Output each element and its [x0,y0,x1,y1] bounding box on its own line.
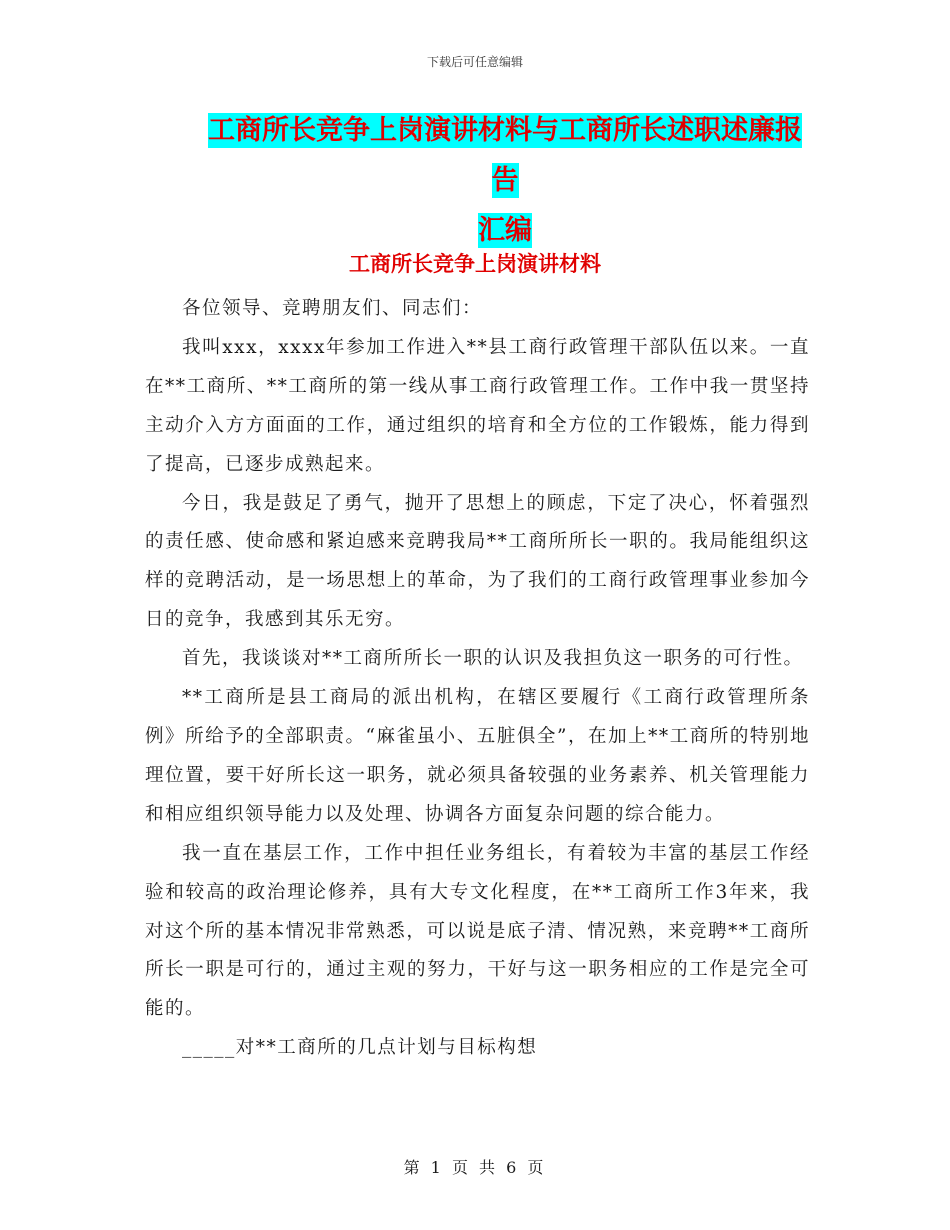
document-title [195,106,815,256]
paragraph-experience: 我一直在基层工作，工作中担任业务组长，有着较为丰富的基层工作经验和较高的政治理论修养，具有大专文化程度，在**工商所工作3年来，我对这个所的基本情况非常熟悉，可以说是底子清、情况熟，来竞聘**工商所所长一职是可行的，通过主观的努力，干好与这一职务相应的工作是完全可能的。 [145,842,810,1020]
page-header-note: 下载后可任意编辑 [426,55,523,69]
section-title: 工商所长竞争上岗演讲材料 [349,252,601,276]
document-title-line2: 汇编 [478,215,532,246]
paragraph-intro: 我叫xxx，xxxx年参加工作进入**县工商行政管理干部队伍以来。一直在**工商所、**工商所的第一线从事工商行政管理工作。工作中我一贯坚持主动介入方方面面的工作，通过组织的培育和全方位的工作锻炼，能力得到了提高，已逐步成熟起来。 [145,336,810,475]
paragraph-salutation: 各位领导、竞聘朋友们、同志们： [182,298,483,319]
document-body [145,290,810,1068]
paragraph-office-role: **工商所是县工商局的派出机构，在辖区要履行《工商行政管理所条例》所给予的全部职责。“麻雀虽小、五脏俱全”，在加上**工商所的特别地理位置，要干好所长这一职务，就必须具备较强的业务素养、机关管理能力和相应组织领导能力以及处理、协调各方面复杂问题的综合能力。 [145,687,810,825]
paragraph-motivation: 今日，我是鼓足了勇气，抛开了思想上的顾虑，下定了决心，怀着强烈的责任感、使命感和紧迫感来竞聘我局**工商所所长一职的。我局能组织这样的竞聘活动，是一场思想上的革命，为了我们的工商行政管理事业参加今日的竞争，我感到其乐无穷。 [145,492,810,631]
paragraph-plan-heading: _____对**工商所的几点计划与目标构想 [182,1037,538,1059]
paragraph-first-point: 首先，我谈谈对**工商所所长一职的认识及我担负这一职务的可行性。 [182,648,804,670]
document-title-line1: 工商所长竞争上岗演讲材料与工商所长述职述廉报告 [208,115,802,196]
page-number: 第 1 页 共 6 页 [403,1158,547,1177]
